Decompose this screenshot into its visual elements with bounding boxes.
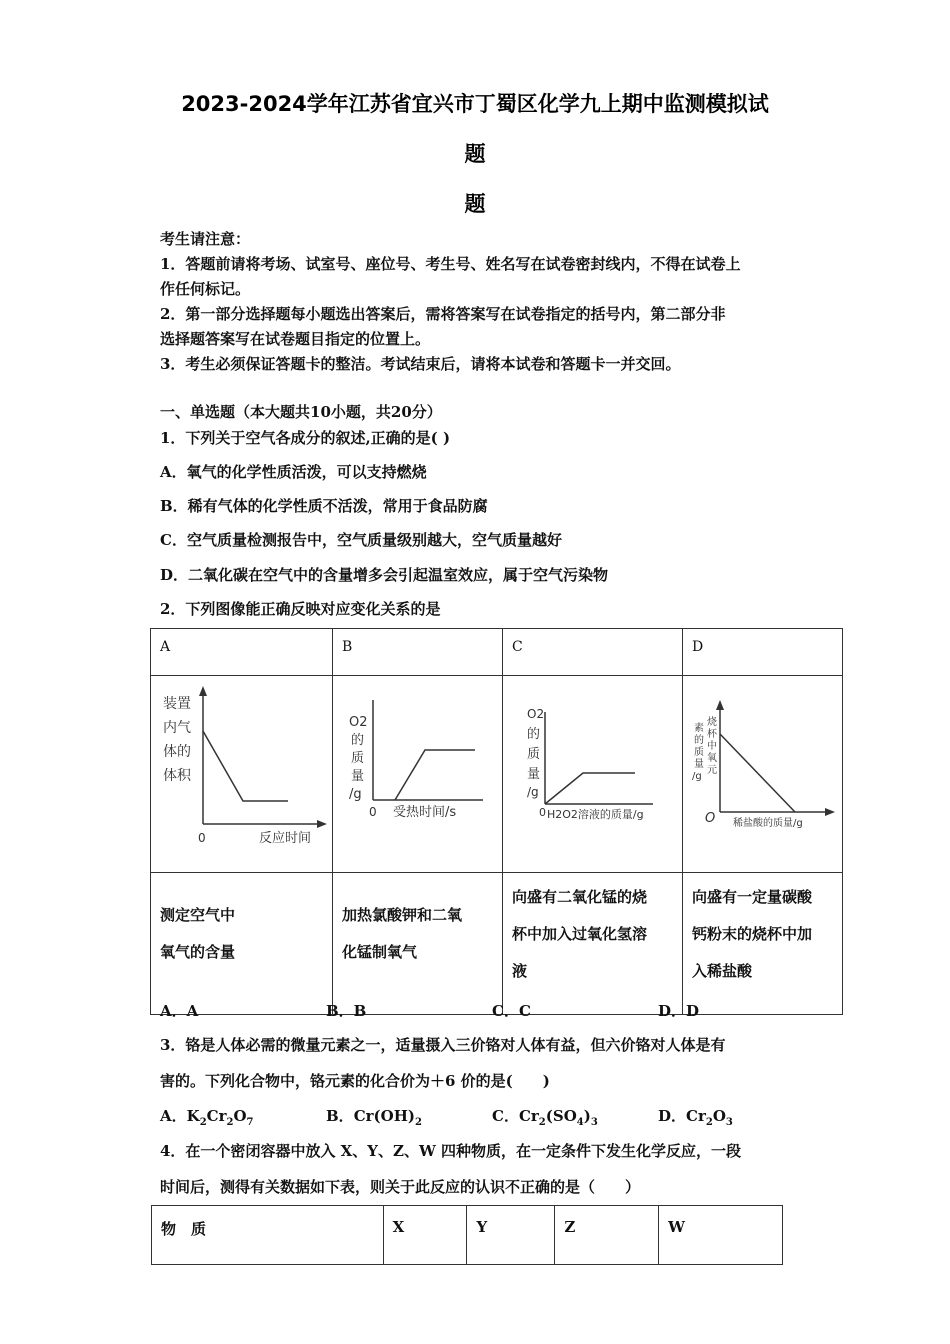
formula-part: ) <box>583 1107 591 1125</box>
q2-header-c: C <box>503 629 683 676</box>
desc-line: 钙粉末的烧杯中加 <box>692 925 813 943</box>
q1-option-c: C．空气质量检测报告中，空气质量级别越大，空气质量越好 <box>160 531 562 549</box>
graph-d <box>683 676 842 872</box>
ylabel: 烧 <box>707 717 717 728</box>
ylabel: 的 <box>527 727 541 742</box>
q2-table <box>150 628 843 1015</box>
x-axis-arrow <box>825 808 835 816</box>
ylabel: O2 <box>349 715 368 730</box>
formula-part: (SO <box>545 1107 577 1125</box>
desc-line: 入稀盐酸 <box>692 962 753 980</box>
formula-sub: 2 <box>538 1117 546 1128</box>
desc-line: 杯中加入过氧化氢溶 <box>512 925 648 943</box>
notice-line: 1．答题前请将考场、试室号、座位号、考生号、姓名写在试卷密封线内，不得在试卷上 <box>160 255 741 273</box>
option-label: D． <box>658 1107 687 1125</box>
option-label: C． <box>492 1107 519 1125</box>
page-title: 2023-2024学年江苏省宜兴市丁蜀区化学九上期中监测模拟试 <box>181 92 769 116</box>
section-title: 一、单选题（本大题共10小题，共20分） <box>160 403 442 421</box>
q1-option-a: A．氧气的化学性质活泼，可以支持燃烧 <box>160 463 427 481</box>
formula-sub: 3 <box>725 1117 733 1128</box>
y-axis-arrow <box>199 686 207 696</box>
page-title-cont: 题 <box>464 142 486 166</box>
q4-header-z: Z <box>555 1206 659 1265</box>
ylabel: 元 <box>707 765 717 776</box>
formula-part: Cr <box>686 1107 706 1125</box>
q2-header-b: B <box>333 629 503 676</box>
formula-sub: 2 <box>199 1117 207 1128</box>
formula-sub: 4 <box>576 1117 584 1128</box>
ylabel: /g <box>349 787 362 802</box>
x-axis-arrow <box>317 820 327 828</box>
desc-line: 氧气的含量 <box>160 943 236 961</box>
ylabel: 体的 <box>163 744 191 760</box>
q2-header-a: A <box>151 629 333 676</box>
q3-option-d <box>658 1105 733 1128</box>
q4-stem-line2: 时间后，测得有关数据如下表，则关于此反应的认识不正确的是（ ） <box>160 1178 641 1196</box>
q2-figure-d <box>683 676 843 873</box>
curve <box>720 734 795 812</box>
ylabel-group <box>692 715 718 782</box>
notice-line: 选择题答案写在试卷题目指定的位置上。 <box>160 330 431 348</box>
ylabel: 体积 <box>163 768 191 784</box>
notice-line: 3．考生必须保证答题卡的整洁。考试结束后，请将本试卷和答题卡一并交回。 <box>160 355 681 373</box>
option-label: B． <box>326 1107 354 1125</box>
ylabel: 中 <box>707 741 717 752</box>
formula-part: O <box>233 1107 247 1125</box>
notice-heading: 考生请注意： <box>160 230 251 248</box>
desc-line: 向盛有二氧化锰的烧 <box>512 888 648 906</box>
formula-part: Cr <box>518 1107 539 1125</box>
curve <box>395 750 475 800</box>
q1-option-b: B．稀有气体的化学性质不活泼，常用于食品防腐 <box>160 497 488 515</box>
q2-stem: 2．下列图像能正确反映对应变化关系的是 <box>160 600 441 618</box>
desc-line: 向盛有一定量碳酸 <box>692 888 813 906</box>
page-title-cont-2: 题 <box>464 192 486 216</box>
q4-header-y: Y <box>467 1206 555 1265</box>
q2-desc-c <box>503 873 683 1015</box>
formula-sub: 2 <box>226 1117 234 1128</box>
curve <box>545 773 635 804</box>
curve <box>203 731 288 801</box>
q2-desc-d <box>683 873 843 1015</box>
xlabel: H2O2溶液的质量/g <box>547 808 644 821</box>
ylabel: 的 <box>694 735 704 746</box>
ylabel: 氧 <box>707 753 717 764</box>
origin-label: 0 <box>369 805 377 819</box>
formula-sub: 7 <box>246 1117 254 1128</box>
q2-option-d: D．D <box>658 1002 700 1020</box>
option-label: A． <box>160 1107 187 1125</box>
ylabel: 内气 <box>163 720 191 736</box>
ylabel: 杯 <box>707 729 717 740</box>
desc-line: 液 <box>512 962 528 980</box>
xlabel: 稀盐酸的质量/g <box>733 818 803 829</box>
q3-stem-line1: 3．铬是人体必需的微量元素之一，适量摄入三价铬对人体有益，但六价铬对人体是有 <box>160 1036 726 1054</box>
formula-part: O <box>712 1107 726 1125</box>
q4-table <box>151 1205 783 1265</box>
desc-line: 化锰制氧气 <box>342 943 418 961</box>
ylabel: 质 <box>694 747 704 758</box>
formula-sub: 3 <box>590 1117 598 1128</box>
origin-label: 0 <box>198 831 206 845</box>
q3-option-a <box>160 1105 254 1128</box>
ylabel: /g <box>527 785 539 799</box>
formula-sub: 2 <box>705 1117 713 1128</box>
q2-figure-a <box>151 676 333 873</box>
q4-stem-line1: 4．在一个密闭容器中放入 X、Y、Z、W 四种物质，在一定条件下发生化学反应，一段 <box>160 1142 742 1160</box>
ylabel: 素 <box>694 723 704 734</box>
desc-line: 加热氯酸钾和二氧 <box>342 906 463 924</box>
ylabel: 量 <box>694 759 704 770</box>
y-axis-arrow <box>716 700 724 710</box>
formula-sub: 2 <box>414 1117 422 1128</box>
q4-header-w: W <box>659 1206 783 1265</box>
q3-stem-line2: 害的。下列化合物中，铬元素的化合价为＋6 价的是( ) <box>160 1072 550 1090</box>
q1-option-d: D．二氧化碳在空气中的含量增多会引起温室效应，属于空气污染物 <box>160 566 609 584</box>
q2-desc-a <box>151 873 333 1015</box>
formula-part: Cr <box>206 1107 227 1125</box>
graph-a <box>151 676 332 872</box>
q2-figure-c <box>503 676 683 873</box>
notice-line: 作任何标记。 <box>160 280 251 298</box>
q2-option-b: B．B <box>326 1002 367 1020</box>
ylabel: /g <box>692 771 702 782</box>
graph-b <box>333 676 502 872</box>
xlabel: 受热时间/s <box>393 805 457 820</box>
formula-part: Cr(OH) <box>353 1107 415 1125</box>
q3-option-c <box>492 1105 598 1128</box>
q1-stem: 1．下列关于空气各成分的叙述,正确的是( ) <box>160 429 451 447</box>
origin-label: O <box>705 811 716 826</box>
ylabel: 质 <box>351 751 365 766</box>
ylabel: 质 <box>527 747 541 762</box>
q2-desc-b <box>333 873 503 1015</box>
formula-part: K <box>186 1107 200 1125</box>
ylabel: 量 <box>527 767 541 782</box>
ylabel: 量 <box>351 769 365 784</box>
ylabel: 的 <box>351 733 365 748</box>
q2-option-a: A．A <box>160 1002 199 1020</box>
notice-line: 2．第一部分选择题每小题选出答案后，需将答案写在试卷指定的括号内，第二部分非 <box>160 305 726 323</box>
desc-line: 测定空气中 <box>160 906 236 924</box>
ylabel: 装置 <box>163 696 191 712</box>
ylabel: O2 <box>527 707 545 721</box>
q3-option-b <box>326 1105 422 1128</box>
q2-header-d: D <box>683 629 843 676</box>
origin-label: 0 <box>539 806 546 819</box>
q4-header-substance: 物 质 <box>152 1206 384 1265</box>
q2-option-c: C．C <box>492 1002 531 1020</box>
graph-c <box>503 676 682 872</box>
q4-header-x: X <box>383 1206 467 1265</box>
q2-figure-b <box>333 676 503 873</box>
xlabel: 反应时间 <box>259 831 312 846</box>
